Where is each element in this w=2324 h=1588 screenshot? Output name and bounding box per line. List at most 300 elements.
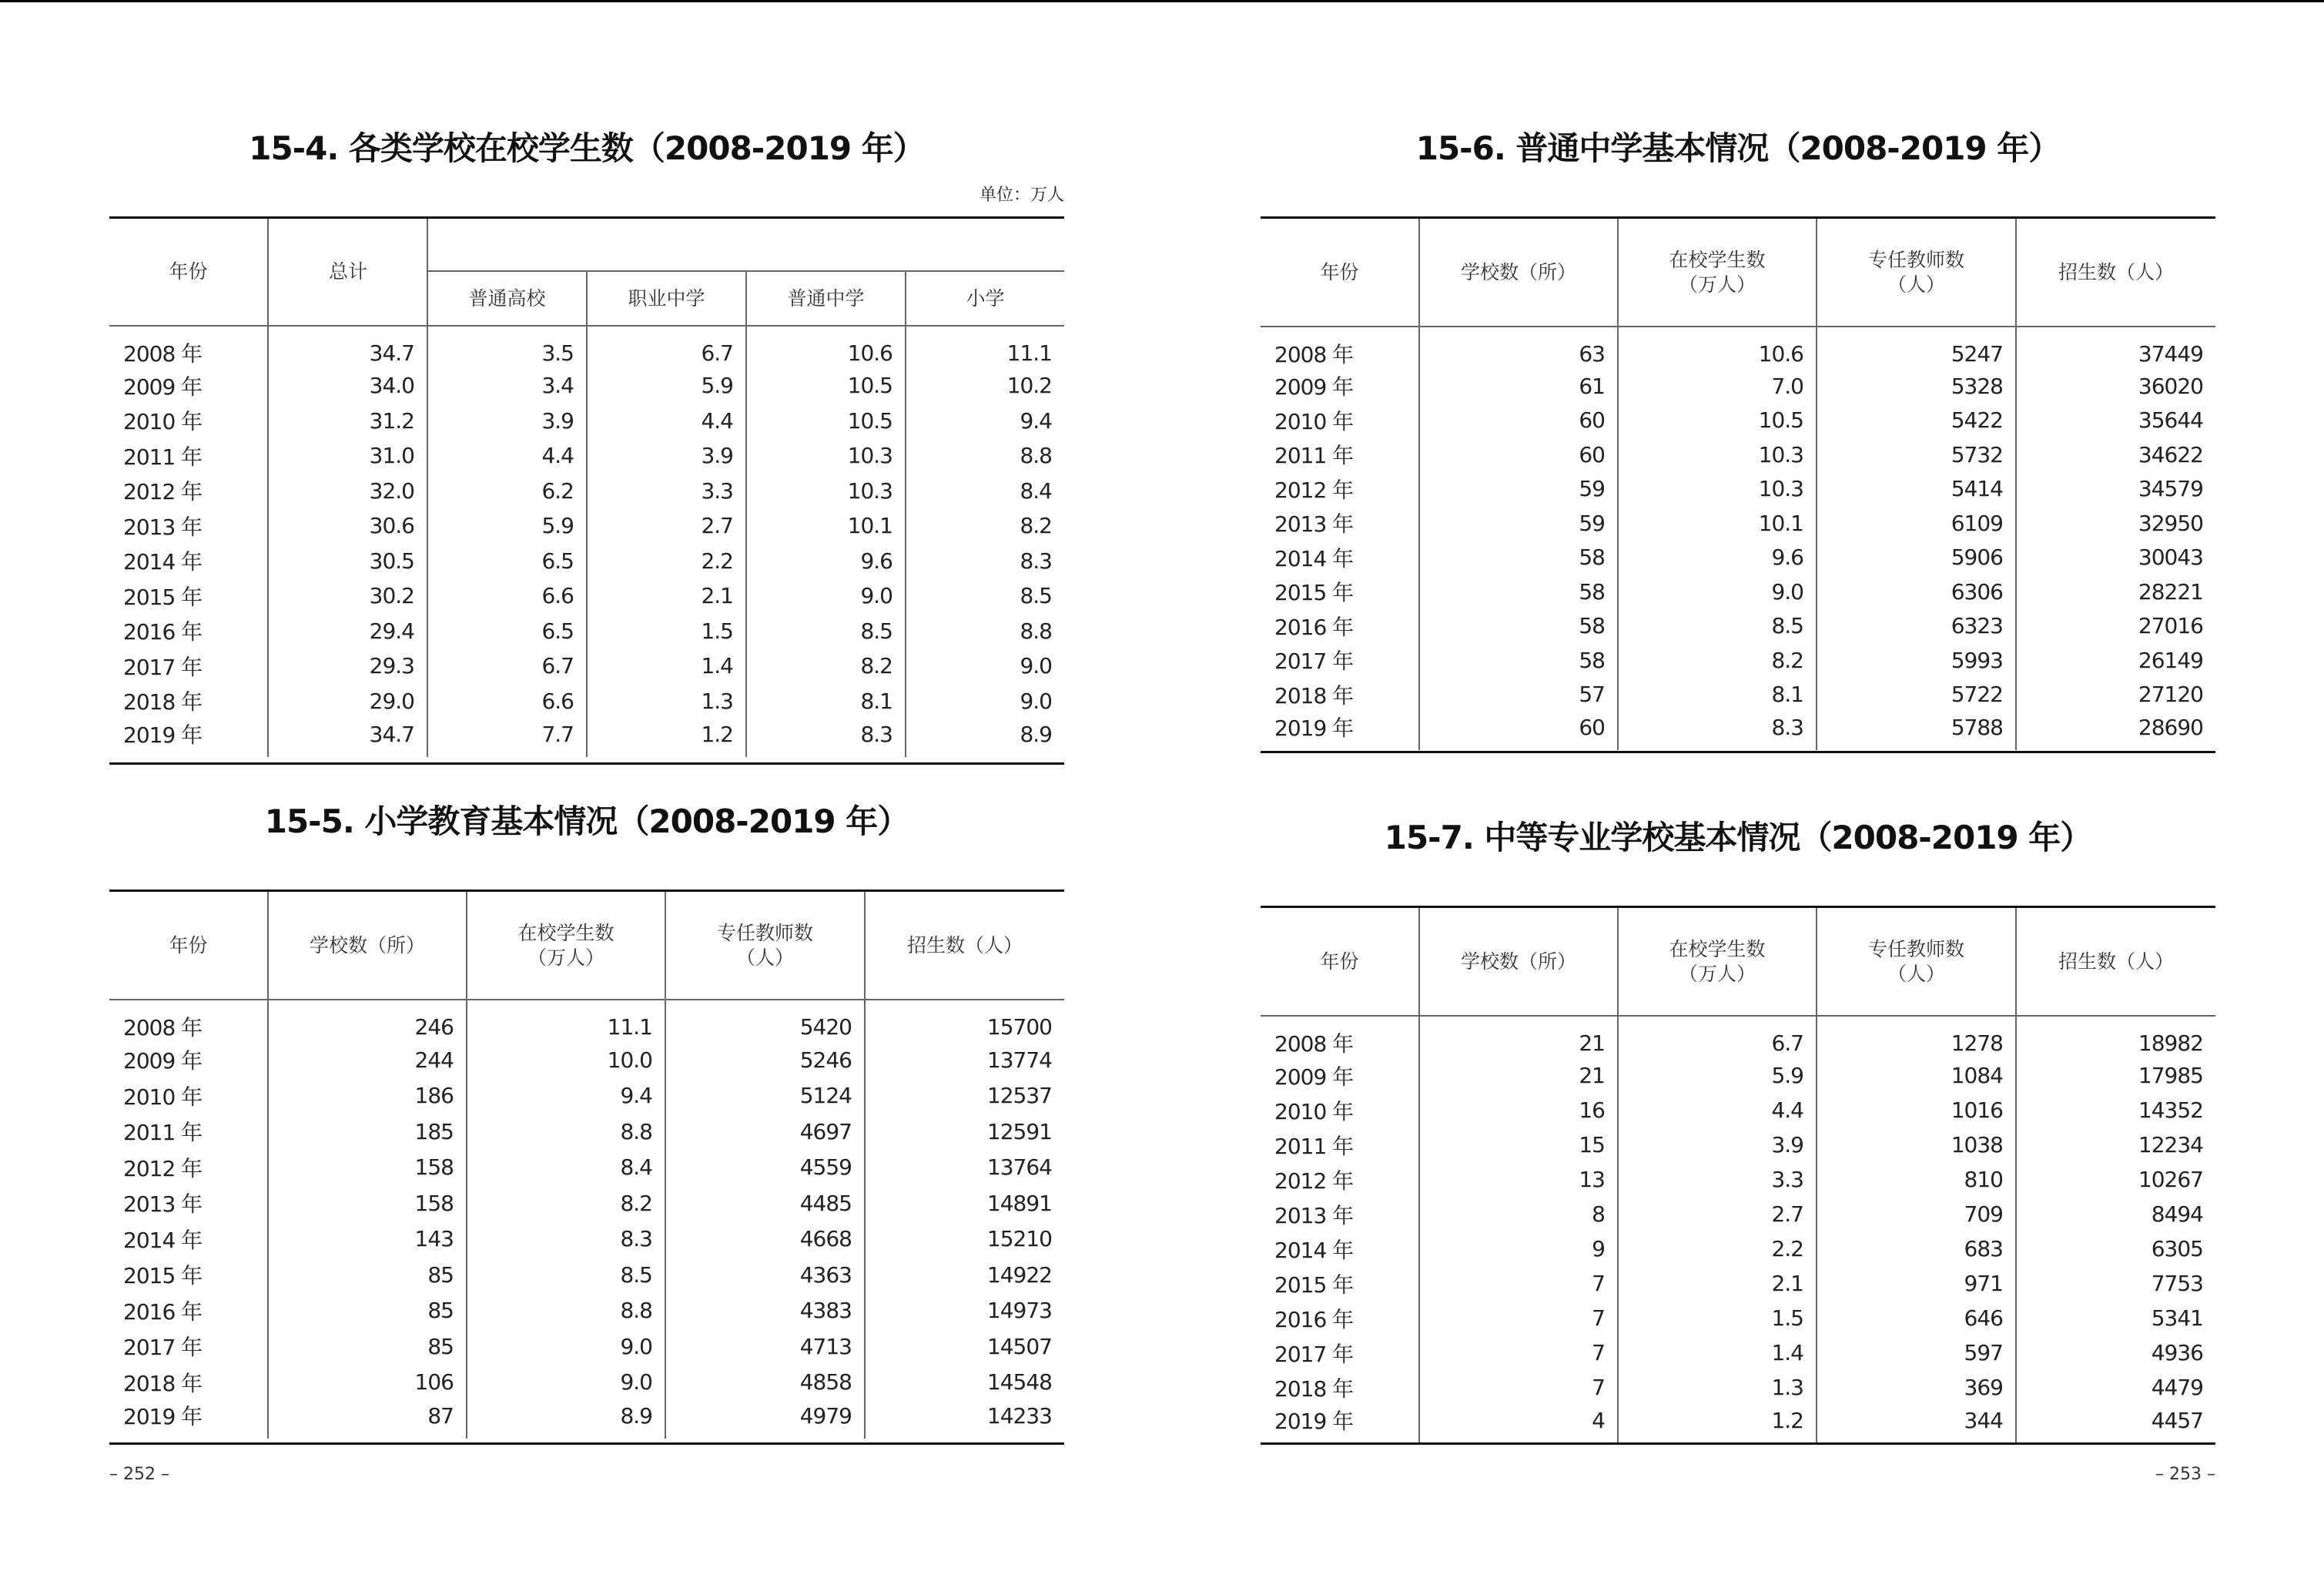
table-row — [1261, 1231, 2215, 1266]
value-cell: 7.0 — [1618, 369, 1817, 404]
value-cell: 8.8 — [906, 438, 1064, 474]
table-15-6-bottom-rule — [1261, 751, 2215, 753]
header-vocational: 职业中学 — [587, 271, 746, 326]
value-cell: 29.3 — [268, 648, 427, 684]
value-cell: 32950 — [2016, 506, 2215, 541]
value-cell: 18982 — [2016, 1016, 2215, 1058]
value-cell: 28221 — [2016, 575, 2215, 609]
table-row — [1261, 369, 2215, 404]
value-cell: 7.7 — [427, 719, 587, 757]
value-cell: 8.5 — [1618, 609, 1817, 644]
header-enroll: 招生数（人） — [2016, 219, 2215, 327]
table-row — [1261, 327, 2215, 369]
value-cell: 158 — [268, 1150, 467, 1186]
year-cell: 2012 年 — [1274, 1168, 1354, 1194]
value-cell: 5420 — [665, 1000, 865, 1042]
table-row — [1261, 1405, 2215, 1443]
value-cell: 810 — [1817, 1162, 2016, 1197]
value-cell: 34.7 — [268, 719, 427, 757]
value-cell: 10.3 — [1618, 472, 1817, 507]
value-cell: 7 — [1419, 1266, 1618, 1301]
table-row — [1261, 1197, 2215, 1231]
value-cell: 344 — [1817, 1405, 2016, 1443]
year-cell: 2014 年 — [123, 1227, 203, 1253]
value-cell: 646 — [1817, 1301, 2016, 1335]
table-row — [109, 648, 1064, 684]
value-cell: 4979 — [665, 1400, 865, 1439]
table-row — [1261, 609, 2215, 644]
value-cell: 85 — [268, 1328, 467, 1365]
value-cell: 28690 — [2016, 712, 2215, 750]
table-row — [109, 1042, 1064, 1078]
year-cell: 2019 年 — [1274, 1409, 1354, 1434]
header-year: 年份 — [109, 892, 268, 1000]
value-cell: 35644 — [2016, 404, 2215, 438]
value-cell: 8.8 — [467, 1114, 665, 1150]
year-cell: 2008 年 — [1274, 342, 1354, 367]
table-row — [109, 1365, 1064, 1401]
table-row — [1261, 1370, 2215, 1405]
value-cell: 1084 — [1817, 1058, 2016, 1093]
value-cell: 8494 — [2016, 1197, 2215, 1231]
value-cell: 13774 — [865, 1042, 1064, 1078]
value-cell: 2.1 — [587, 578, 746, 614]
value-cell: 58 — [1419, 575, 1618, 609]
value-cell: 9.0 — [906, 648, 1064, 684]
header-teachers — [1817, 908, 2016, 1016]
table-row — [109, 719, 1064, 757]
value-cell: 15 — [1419, 1127, 1618, 1162]
value-cell: 7 — [1419, 1370, 1618, 1405]
value-cell: 185 — [268, 1114, 467, 1150]
value-cell: 8.2 — [746, 648, 906, 684]
value-cell: 3.3 — [587, 474, 746, 509]
year-cell: 2017 年 — [1274, 1341, 1354, 1367]
table-row — [1261, 678, 2215, 712]
year-cell: 2019 年 — [123, 1404, 203, 1429]
value-cell: 9.6 — [746, 544, 906, 579]
table-15-5 — [109, 892, 1064, 1439]
table-row — [109, 1328, 1064, 1365]
value-cell: 1.2 — [1618, 1405, 1817, 1443]
value-cell: 6.5 — [427, 614, 587, 649]
value-cell: 4713 — [665, 1328, 865, 1365]
header-teachers-line2: （人） — [735, 946, 794, 969]
value-cell: 9.0 — [467, 1365, 665, 1401]
value-cell: 14891 — [865, 1185, 1064, 1221]
value-cell: 6.7 — [1618, 1016, 1817, 1058]
value-cell: 2.7 — [587, 508, 746, 544]
page-number-right: – 253 – — [2155, 1465, 2215, 1484]
value-cell: 1038 — [1817, 1127, 2016, 1162]
year-cell: 2013 年 — [1274, 1202, 1354, 1228]
value-cell: 10.3 — [1618, 437, 1817, 472]
year-cell: 2008 年 — [123, 1015, 203, 1040]
value-cell: 158 — [268, 1185, 467, 1221]
value-cell: 12591 — [865, 1114, 1064, 1150]
value-cell: 11.1 — [906, 326, 1064, 368]
value-cell: 246 — [268, 1000, 467, 1042]
value-cell: 5788 — [1817, 712, 2016, 750]
value-cell: 5.9 — [1618, 1058, 1817, 1093]
header-students-line2: （万人） — [1678, 962, 1756, 985]
value-cell: 12537 — [865, 1078, 1064, 1114]
table-row — [1261, 1301, 2215, 1335]
table-row — [1261, 472, 2215, 507]
year-cell: 2012 年 — [123, 479, 203, 505]
value-cell: 10.5 — [746, 368, 906, 404]
value-cell: 15210 — [865, 1221, 1064, 1258]
value-cell: 21 — [1419, 1016, 1618, 1058]
header-total: 总计 — [268, 219, 427, 326]
value-cell: 2.2 — [587, 544, 746, 579]
value-cell: 8.5 — [906, 578, 1064, 614]
value-cell: 1016 — [1817, 1093, 2016, 1127]
table-row — [1261, 1016, 2215, 1058]
year-cell: 2009 年 — [1274, 374, 1354, 400]
value-cell: 9.6 — [1618, 541, 1817, 575]
table-row — [109, 544, 1064, 579]
header-teachers-line1: 专任教师数 — [1867, 248, 1964, 271]
value-cell: 369 — [1817, 1370, 2016, 1405]
table-row — [109, 404, 1064, 439]
value-cell: 1.5 — [1618, 1301, 1817, 1335]
year-cell: 2014 年 — [1274, 545, 1354, 571]
header-teachers-line2: （人） — [1887, 273, 1945, 296]
table-row — [109, 1400, 1064, 1439]
header-teachers — [665, 892, 865, 1000]
year-cell: 2017 年 — [123, 654, 203, 680]
value-cell: 8.5 — [746, 614, 906, 649]
value-cell: 11.1 — [467, 1000, 665, 1042]
table-row — [1261, 404, 2215, 438]
year-cell: 2009 年 — [123, 1048, 203, 1074]
value-cell: 85 — [268, 1257, 467, 1293]
right-page — [1261, 0, 2215, 1588]
value-cell: 2.2 — [1618, 1231, 1817, 1266]
header-students-line2: （万人） — [527, 946, 604, 969]
table-15-6-body — [1261, 327, 2215, 750]
value-cell: 6.7 — [587, 326, 746, 368]
value-cell: 4.4 — [587, 404, 746, 439]
value-cell: 34.7 — [268, 326, 427, 368]
header-students — [1618, 219, 1817, 327]
table-row — [1261, 506, 2215, 541]
value-cell: 6.6 — [427, 684, 587, 719]
year-cell: 2012 年 — [123, 1155, 203, 1181]
value-cell: 8.3 — [1618, 712, 1817, 750]
year-cell: 2016 年 — [1274, 1306, 1354, 1332]
year-cell: 2010 年 — [1274, 1098, 1354, 1124]
year-cell: 2013 年 — [1274, 511, 1354, 538]
value-cell: 10.1 — [1618, 506, 1817, 541]
value-cell: 57 — [1419, 678, 1618, 712]
table-row — [1261, 541, 2215, 575]
value-cell: 8.2 — [467, 1185, 665, 1221]
value-cell: 4668 — [665, 1221, 865, 1258]
value-cell: 29.4 — [268, 614, 427, 649]
table-row — [1261, 575, 2215, 609]
year-cell: 2016 年 — [123, 619, 203, 645]
header-university: 普通高校 — [427, 271, 587, 326]
header-students — [1618, 908, 1817, 1016]
value-cell: 30.5 — [268, 544, 427, 579]
table-row — [1261, 437, 2215, 472]
value-cell: 30043 — [2016, 541, 2215, 575]
value-cell: 10267 — [2016, 1162, 2215, 1197]
value-cell: 8.3 — [746, 719, 906, 757]
year-cell: 2008 年 — [1274, 1031, 1354, 1057]
table-15-7-bottom-rule — [1261, 1442, 2215, 1445]
value-cell: 597 — [1817, 1335, 2016, 1370]
header-students-line2: （万人） — [1678, 273, 1756, 296]
value-cell: 6109 — [1817, 506, 2016, 541]
value-cell: 8.9 — [467, 1400, 665, 1439]
value-cell: 4697 — [665, 1114, 865, 1150]
value-cell: 10.5 — [1618, 404, 1817, 438]
header-year: 年份 — [109, 219, 268, 326]
value-cell: 143 — [268, 1221, 467, 1258]
year-cell: 2015 年 — [1274, 580, 1354, 606]
value-cell: 5.9 — [587, 368, 746, 404]
value-cell: 10.5 — [746, 404, 906, 439]
value-cell: 17985 — [2016, 1058, 2215, 1093]
value-cell: 186 — [268, 1078, 467, 1114]
table-15-6 — [1261, 219, 2215, 750]
table-row — [109, 1293, 1064, 1329]
value-cell: 32.0 — [268, 474, 427, 509]
value-cell: 10.0 — [467, 1042, 665, 1078]
header-schools: 学校数（所） — [268, 892, 467, 1000]
value-cell: 2.7 — [1618, 1197, 1817, 1231]
value-cell: 5414 — [1817, 472, 2016, 507]
value-cell: 1.3 — [1618, 1370, 1817, 1405]
year-cell: 2018 年 — [1274, 682, 1354, 709]
table-row — [109, 368, 1064, 404]
table-row — [1261, 643, 2215, 678]
value-cell: 58 — [1419, 643, 1618, 678]
value-cell: 1.2 — [587, 719, 746, 757]
value-cell: 36020 — [2016, 369, 2215, 404]
value-cell: 1278 — [1817, 1016, 2016, 1058]
value-cell: 14548 — [865, 1365, 1064, 1401]
table-row — [1261, 1093, 2215, 1127]
year-cell: 2011 年 — [1274, 443, 1354, 469]
value-cell: 30.6 — [268, 508, 427, 544]
table-row — [109, 1185, 1064, 1221]
table-row — [109, 438, 1064, 474]
value-cell: 60 — [1419, 437, 1618, 472]
year-cell: 2018 年 — [123, 689, 203, 715]
value-cell: 3.4 — [427, 368, 587, 404]
value-cell: 1.5 — [587, 614, 746, 649]
value-cell: 10.3 — [746, 474, 906, 509]
value-cell: 3.9 — [1618, 1127, 1817, 1162]
value-cell: 16 — [1419, 1093, 1618, 1127]
value-cell: 5.9 — [427, 508, 587, 544]
table-row — [109, 1221, 1064, 1258]
value-cell: 244 — [268, 1042, 467, 1078]
value-cell: 3.3 — [1618, 1162, 1817, 1197]
table-15-6-title: 15-6. 普通中学基本情况（2008-2019 年） — [1415, 129, 2061, 167]
value-cell: 9.0 — [467, 1328, 665, 1365]
table-15-4-title: 15-4. 各类学校在校学生数（2008-2019 年） — [249, 129, 925, 167]
header-enroll: 招生数（人） — [865, 892, 1064, 1000]
header-teachers-line1: 专任教师数 — [716, 921, 813, 944]
header-students-line1: 在校学生数 — [1669, 248, 1766, 271]
value-cell: 6306 — [1817, 575, 2016, 609]
value-cell: 8 — [1419, 1197, 1618, 1231]
value-cell: 8.5 — [467, 1257, 665, 1293]
header-students-line1: 在校学生数 — [517, 921, 614, 944]
value-cell: 61 — [1419, 369, 1618, 404]
value-cell: 4.4 — [1618, 1093, 1817, 1127]
header-year: 年份 — [1261, 908, 1419, 1016]
value-cell: 6.2 — [427, 474, 587, 509]
table-15-4 — [109, 219, 1064, 757]
value-cell: 5328 — [1817, 369, 2016, 404]
value-cell: 4479 — [2016, 1370, 2215, 1405]
header-group-spacer — [427, 219, 1064, 271]
table-row — [109, 578, 1064, 614]
table-15-4-unit: 单位：万人 — [979, 186, 1064, 205]
header-teachers — [1817, 219, 2016, 327]
value-cell: 683 — [1817, 1231, 2016, 1266]
value-cell: 3.9 — [427, 404, 587, 439]
value-cell: 106 — [268, 1365, 467, 1401]
header-teachers-line2: （人） — [1887, 962, 1945, 985]
value-cell: 4 — [1419, 1405, 1618, 1443]
value-cell: 34.0 — [268, 368, 427, 404]
table-row — [1261, 1127, 2215, 1162]
value-cell: 14973 — [865, 1293, 1064, 1329]
value-cell: 7 — [1419, 1335, 1618, 1370]
value-cell: 4559 — [665, 1150, 865, 1186]
value-cell: 8.9 — [906, 719, 1064, 757]
table-row — [1261, 712, 2215, 750]
value-cell: 4363 — [665, 1257, 865, 1293]
year-cell: 2018 年 — [123, 1370, 203, 1396]
table-row — [109, 1000, 1064, 1042]
value-cell: 5124 — [665, 1078, 865, 1114]
value-cell: 9.4 — [906, 404, 1064, 439]
header-schools: 学校数（所） — [1419, 908, 1618, 1016]
value-cell: 87 — [268, 1400, 467, 1439]
value-cell: 14922 — [865, 1257, 1064, 1293]
value-cell: 31.0 — [268, 438, 427, 474]
value-cell: 8.4 — [906, 474, 1064, 509]
table-15-7-body — [1261, 1016, 2215, 1443]
year-cell: 2015 年 — [123, 584, 203, 610]
header-primary: 小学 — [906, 271, 1064, 326]
value-cell: 6.7 — [427, 648, 587, 684]
value-cell: 6.6 — [427, 578, 587, 614]
year-cell: 2019 年 — [1274, 715, 1354, 741]
value-cell: 85 — [268, 1293, 467, 1329]
year-cell: 2016 年 — [123, 1298, 203, 1325]
value-cell: 2.1 — [1618, 1266, 1817, 1301]
value-cell: 34622 — [2016, 437, 2215, 472]
table-15-5-bottom-rule — [109, 1442, 1064, 1445]
value-cell: 13764 — [865, 1150, 1064, 1186]
table-15-7 — [1261, 908, 2215, 1443]
value-cell: 5722 — [1817, 678, 2016, 712]
year-cell: 2011 年 — [123, 444, 203, 470]
year-cell: 2010 年 — [123, 409, 203, 435]
value-cell: 14507 — [865, 1328, 1064, 1365]
header-enroll: 招生数（人） — [2016, 908, 2215, 1016]
value-cell: 29.0 — [268, 684, 427, 719]
value-cell: 27120 — [2016, 678, 2215, 712]
value-cell: 10.2 — [906, 368, 1064, 404]
value-cell: 9.0 — [746, 578, 906, 614]
value-cell: 4457 — [2016, 1405, 2215, 1443]
value-cell: 12234 — [2016, 1127, 2215, 1162]
table-15-5-body — [109, 1000, 1064, 1439]
value-cell: 27016 — [2016, 609, 2215, 644]
year-cell: 2010 年 — [1274, 408, 1354, 434]
year-cell: 2018 年 — [1274, 1375, 1354, 1402]
header-teachers-line1: 专任教师数 — [1867, 937, 1964, 960]
table-15-4-body — [109, 326, 1064, 757]
table-row — [1261, 1335, 2215, 1370]
value-cell: 8.1 — [746, 684, 906, 719]
value-cell: 8.3 — [467, 1221, 665, 1258]
value-cell: 26149 — [2016, 643, 2215, 678]
table-row — [1261, 1266, 2215, 1301]
header-schools: 学校数（所） — [1419, 219, 1618, 327]
value-cell: 3.5 — [427, 326, 587, 368]
year-cell: 2017 年 — [1274, 648, 1354, 675]
value-cell: 58 — [1419, 541, 1618, 575]
year-cell: 2009 年 — [123, 374, 203, 400]
table-row — [109, 1257, 1064, 1293]
table-row — [1261, 1058, 2215, 1093]
value-cell: 60 — [1419, 712, 1618, 750]
year-cell: 2009 年 — [1274, 1064, 1354, 1090]
year-cell: 2012 年 — [1274, 477, 1354, 503]
value-cell: 10.3 — [746, 438, 906, 474]
value-cell: 4.4 — [427, 438, 587, 474]
table-row — [109, 1150, 1064, 1186]
table-row — [109, 1114, 1064, 1150]
year-cell: 2016 年 — [1274, 614, 1354, 640]
value-cell: 5732 — [1817, 437, 2016, 472]
value-cell: 59 — [1419, 506, 1618, 541]
value-cell: 5906 — [1817, 541, 2016, 575]
year-cell: 2017 年 — [123, 1335, 203, 1361]
value-cell: 15700 — [865, 1000, 1064, 1042]
value-cell: 10.6 — [1618, 327, 1817, 369]
value-cell: 1.4 — [1618, 1335, 1817, 1370]
value-cell: 31.2 — [268, 404, 427, 439]
value-cell: 4936 — [2016, 1335, 2215, 1370]
value-cell: 5246 — [665, 1042, 865, 1078]
value-cell: 59 — [1419, 472, 1618, 507]
left-page — [109, 0, 1064, 1588]
table-row — [109, 1078, 1064, 1114]
value-cell: 6.5 — [427, 544, 587, 579]
value-cell: 7 — [1419, 1301, 1618, 1335]
value-cell: 9.4 — [467, 1078, 665, 1114]
value-cell: 10.1 — [746, 508, 906, 544]
year-cell: 2014 年 — [1274, 1237, 1354, 1263]
page-number-left: – 252 – — [109, 1465, 169, 1484]
value-cell: 8.4 — [467, 1150, 665, 1186]
table-15-5-title: 15-5. 小学教育基本情况（2008-2019 年） — [264, 802, 909, 840]
value-cell: 5422 — [1817, 404, 2016, 438]
year-cell: 2015 年 — [1274, 1271, 1354, 1298]
